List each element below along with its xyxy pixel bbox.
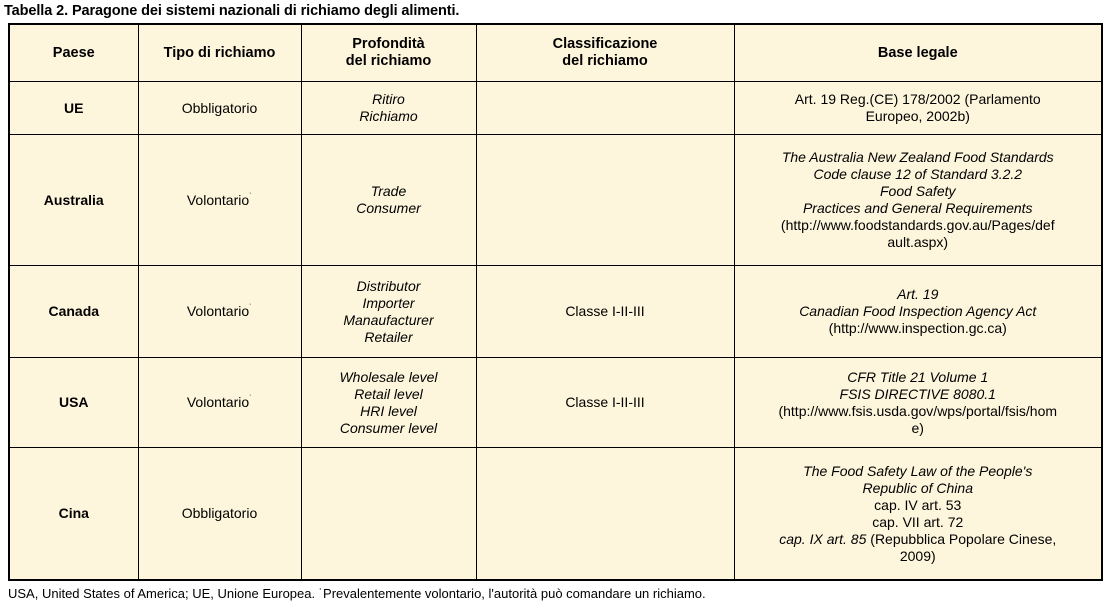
- legal-basis-line: [740, 320, 1097, 337]
- legal-basis-line: [740, 548, 1097, 565]
- table-caption: Tabella 2. Paragone dei sistemi nazionali di richiamo degli alimenti.: [4, 3, 460, 19]
- legal-basis-plain-text: cap. IV art. 53: [874, 496, 962, 513]
- column-header-base-legale: [734, 24, 1102, 82]
- table-body: [9, 82, 1102, 581]
- legal-basis-italic-text: Food Safety: [880, 183, 956, 199]
- recall-depth-line: Trade: [370, 183, 407, 199]
- recall-depth-line: Retail level: [354, 385, 423, 402]
- legal-basis-italic-text: FSIS DIRECTIVE 8080.1: [839, 385, 996, 402]
- cell-recall-classification: [476, 82, 734, 135]
- legal-basis-line: [740, 420, 1097, 437]
- cell-country: Australia: [9, 135, 138, 266]
- header-line-1: Classificazione: [552, 36, 658, 52]
- legal-basis-plain-text: (http://www.inspection.gc.ca): [828, 320, 1007, 336]
- header-row: [9, 24, 1102, 82]
- table-header: [9, 24, 1102, 82]
- cell-legal-basis: [734, 82, 1102, 135]
- cell-recall-type: [138, 266, 301, 358]
- footnote-marker: ˙: [249, 302, 253, 313]
- table-row: [9, 358, 1102, 448]
- legal-basis-italic-text: Art. 19: [897, 286, 939, 302]
- legal-basis-line: [740, 403, 1097, 420]
- legal-basis-line: [740, 514, 1097, 531]
- column-header-classificazione-del-richiamo: [476, 24, 734, 82]
- table-row: [9, 448, 1102, 581]
- recall-depth-line: Wholesale level: [339, 368, 438, 385]
- cell-recall-type: [138, 358, 301, 448]
- cell-recall-type: [138, 82, 301, 135]
- legal-basis-plain-text: ault.aspx): [887, 234, 949, 250]
- cell-recall-depth: [301, 82, 476, 135]
- recall-depth-line: Manaufacturer: [343, 311, 434, 328]
- column-header-paese: [9, 24, 138, 82]
- cell-recall-depth: [301, 448, 476, 581]
- recall-type-label: Volontario˙: [186, 393, 253, 410]
- recall-depth-line: Richiamo: [359, 108, 418, 124]
- legal-basis-plain-text: cap. VII art. 72: [872, 513, 964, 530]
- recall-type-label: Obbligatorio: [181, 505, 258, 521]
- footnote-marker: ˙: [249, 190, 253, 201]
- cell-legal-basis: [734, 358, 1102, 448]
- legal-basis-line: [740, 497, 1097, 514]
- recall-type-label: Obbligatorio: [181, 99, 258, 116]
- recall-depth-line: HRI level: [360, 402, 417, 419]
- cell-legal-basis: [734, 135, 1102, 266]
- recall-depth-line: Ritiro: [372, 91, 405, 107]
- legal-basis-line: [740, 200, 1097, 217]
- cell-recall-classification: [476, 135, 734, 266]
- legal-basis-plain-text: e): [911, 419, 924, 436]
- cell-recall-type: [138, 135, 301, 266]
- legal-basis-italic-text: Code clause 12 of Standard 3.2.2: [813, 166, 1023, 182]
- legal-basis-italic-text: cap. IX art. 85: [779, 530, 871, 547]
- column-header-tipo-di-richiamo: [138, 24, 301, 82]
- recall-depth-line: Consumer level: [339, 419, 438, 436]
- cell-legal-basis: [734, 448, 1102, 581]
- header-line-1: Profondità: [352, 36, 425, 52]
- cell-country: Cina: [9, 448, 138, 581]
- header-line-1: Base legale: [877, 44, 958, 61]
- legal-basis-italic-text: The Australia New Zealand Food Standards: [781, 149, 1054, 165]
- cell-legal-basis: [734, 266, 1102, 358]
- column-header-profondita-del-richiamo: [301, 24, 476, 82]
- cell-recall-depth: [301, 135, 476, 266]
- legal-basis-line: [740, 217, 1097, 234]
- legal-basis-italic-text: The Food Safety Law of the People's: [803, 462, 1033, 479]
- legal-basis-italic-text: CFR Title 21 Volume 1: [847, 368, 989, 385]
- legal-basis-line: [740, 480, 1097, 497]
- table-footnote: USA, United States of America; UE, Unione Europea. ˙Prevalentemente volontario, l'autorità può comandare un richiamo.: [8, 586, 706, 601]
- legal-basis-plain-text: (http://www.foodstandards.gov.au/Pages/def: [780, 217, 1055, 233]
- legal-basis-plain-text: (http://www.fsis.usda.gov/wps/portal/fsis/hom: [778, 402, 1058, 419]
- recall-depth-line: Retailer: [364, 328, 413, 345]
- header-line-1: Tipo di richiamo: [163, 44, 276, 61]
- cell-recall-depth: [301, 358, 476, 448]
- cell-recall-classification: Classe I-II-III: [476, 358, 734, 448]
- legal-basis-plain-text: Art. 19 Reg.(CE) 178/2002 (Parlamento: [794, 91, 1041, 107]
- legal-basis-line: [740, 303, 1097, 320]
- recall-type-label: Volontario˙: [186, 190, 253, 208]
- cell-recall-classification: [476, 448, 734, 581]
- header-line-2: del richiamo: [345, 53, 432, 69]
- legal-basis-line: [740, 286, 1097, 303]
- legal-basis-line: [740, 369, 1097, 386]
- cell-country: Canada: [9, 266, 138, 358]
- footnote-marker: ˙: [249, 393, 253, 404]
- table-row: [9, 135, 1102, 266]
- cell-recall-classification: Classe I-II-III: [476, 266, 734, 358]
- cell-country: USA: [9, 358, 138, 448]
- table-row: [9, 266, 1102, 358]
- legal-basis-plain-text: Europeo, 2002b): [865, 108, 970, 124]
- legal-basis-line: [740, 463, 1097, 480]
- legal-basis-line: [740, 234, 1097, 251]
- cell-recall-type: [138, 448, 301, 581]
- food-recall-comparison-table: [8, 23, 1103, 581]
- legal-basis-line: [740, 108, 1097, 125]
- recall-depth-line: Distributor: [356, 277, 421, 294]
- legal-basis-line: [740, 166, 1097, 183]
- recall-depth-line: Importer: [362, 294, 415, 311]
- header-line-2: del richiamo: [562, 53, 648, 69]
- cell-recall-depth: [301, 266, 476, 358]
- table-row: [9, 82, 1102, 135]
- header-line-1: Paese: [52, 44, 95, 61]
- legal-basis-italic-text: Practices and General Requirements: [802, 200, 1033, 216]
- legal-basis-italic-text: Canadian Food Inspection Agency Act: [799, 303, 1037, 319]
- recall-depth-line: Consumer: [356, 200, 421, 216]
- legal-basis-citation-text: (Repubblica Popolare Cinese,: [870, 530, 1057, 547]
- recall-type-label: Volontario˙: [186, 302, 253, 319]
- legal-basis-line: [740, 91, 1097, 108]
- legal-basis-italic-text: Republic of China: [862, 479, 973, 496]
- legal-basis-line: [740, 531, 1097, 548]
- legal-basis-line: [740, 183, 1097, 200]
- legal-basis-line: [740, 149, 1097, 166]
- cell-country: UE: [9, 82, 138, 135]
- legal-basis-line: [740, 386, 1097, 403]
- legal-basis-plain-text: 2009): [899, 547, 936, 564]
